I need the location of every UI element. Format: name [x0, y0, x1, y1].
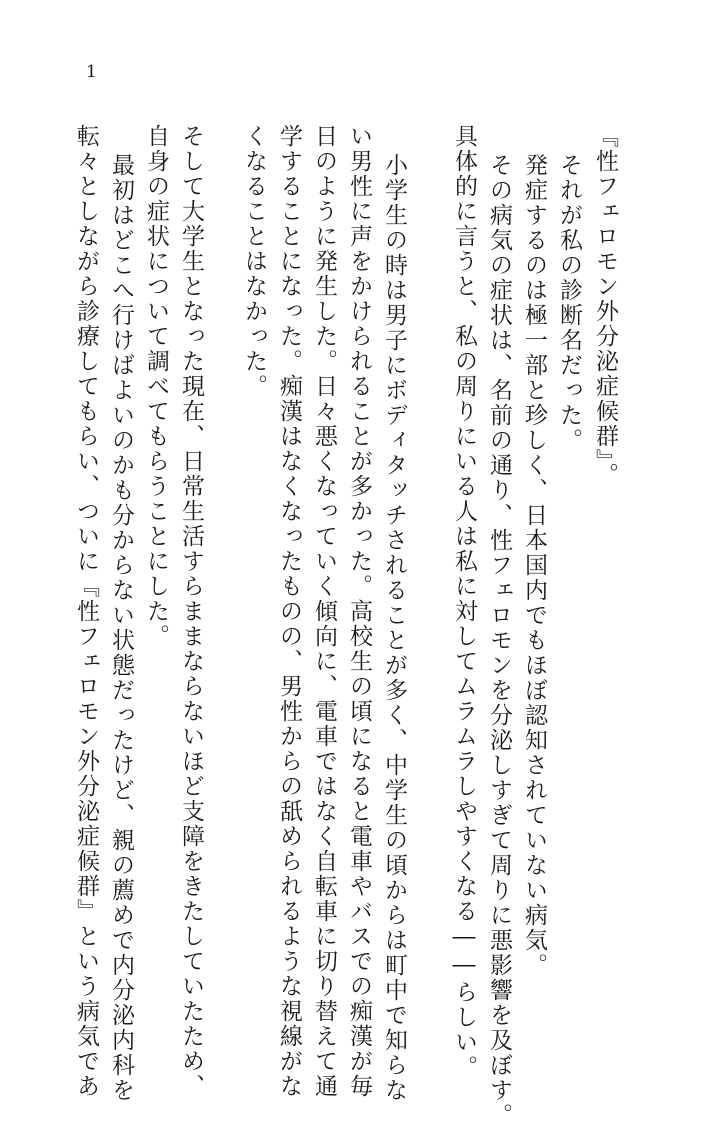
text-column: 小学生の時は男子にボディタッチされることが多く、中学生の頃からは町中で知らな: [381, 153, 407, 1103]
text-column: 日のように発生した。日々悪くなっていく傾向に、電車ではなく自転車に切り替えて通: [311, 124, 337, 1099]
text-column: 自身の症状について調べてもらうことにした。: [143, 124, 169, 649]
text-column: その病気の症状は、名前の通り、性フェロモンを分泌しすぎて周りに悪影響を及ぼす。: [486, 153, 512, 1128]
text-column: 転々としながら診療してもらい、ついに『性フェロモン外分泌症候群』という病気であ: [73, 124, 99, 1099]
text-column: 『性フェロモン外分泌症候群』。: [592, 124, 618, 488]
text-column: 具体的に言うと、私の周りにいる人は私に対してムラムラしやすくなる――らしい。: [451, 124, 477, 1080]
page-number: 1: [86, 62, 97, 82]
text-column: そして大学生となった現在、日常生活すらままならないほど支障をきたしていたため、: [178, 124, 204, 1099]
text-column: い男性に声をかけられることが多かった。高校生の頃になると電車やバスでの痴漢が毎: [346, 124, 372, 1099]
text-column: くなることはなかった。: [241, 124, 267, 399]
text-column: 発症するのは極一部と珍しく、日本国内でもほぼ認知されていない病気。: [521, 153, 547, 978]
text-column: 学することになった。痴漢はなくなったものの、男性からの舐められるような視線がな: [276, 124, 302, 1099]
text-column: それが私の診断名だった。: [556, 153, 582, 453]
text-column: 最初はどこへ行けばよいのかも分からない状態だったけど、親の薦めで内分泌内科を: [108, 153, 134, 1103]
